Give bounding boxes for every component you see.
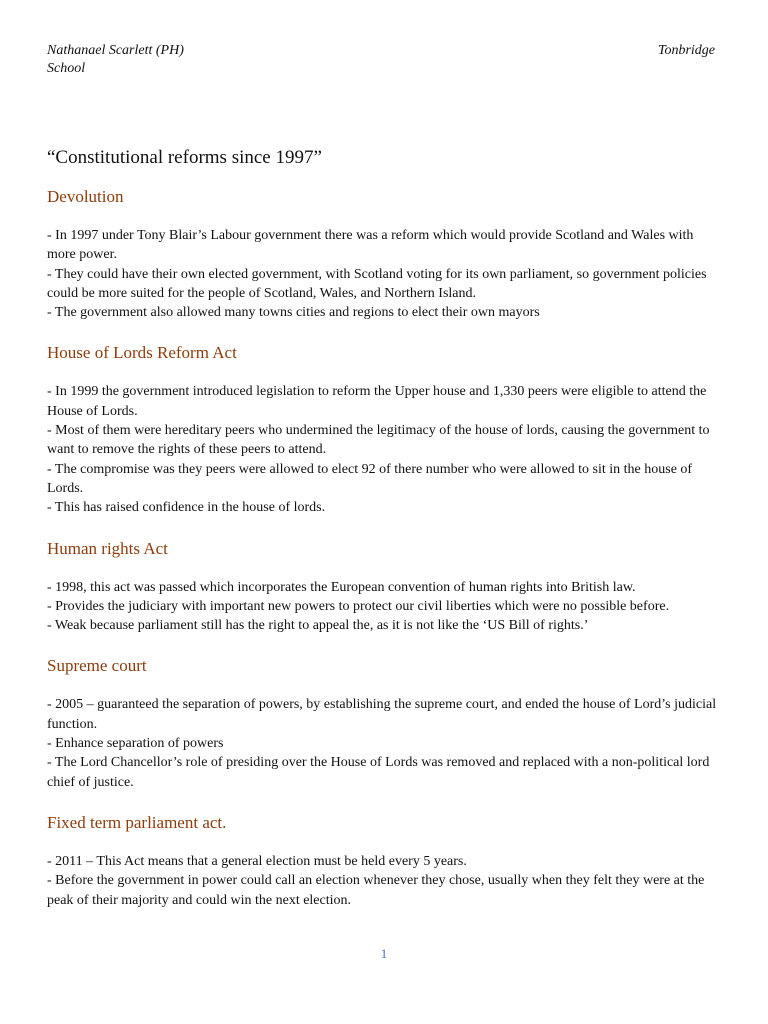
section-house-of-lords-reform — [47, 342, 719, 517]
school-name-line1: Tonbridge — [657, 43, 715, 58]
paragraph: - Provides the judiciary with important new powers to protect our civil liberties which were no possible before. — [47, 598, 670, 614]
paragraph: - They could have their own elected government, with Scotland voting for its own parliament, so government policies could be more suited for the people of Scotland, Wales, and Northern Island. — [47, 266, 707, 301]
paragraph: - 1998, this act was passed which incorporates the European convention of human rights into British law. — [47, 579, 636, 595]
section-heading: Devolution — [47, 187, 124, 206]
paragraph: - The Lord Chancellor’s role of presiding over the House of Lords was removed and replaced with a non-political lord chief of justice. — [47, 755, 710, 790]
paragraph: - The government also allowed many towns cities and regions to elect their own mayors — [47, 305, 540, 321]
paragraph: - Enhance separation of powers — [47, 736, 224, 752]
section-human-rights-act — [47, 538, 719, 636]
paragraph: - In 1999 the government introduced legislation to reform the Upper house and 1,330 peers were eligible to attend the House of Lords. — [47, 384, 707, 419]
section-fixed-term-parliament-act — [47, 812, 719, 910]
school-name-line2: School — [47, 61, 86, 76]
document-title: “Constitutional reforms since 1997” — [47, 147, 322, 168]
section-heading: Supreme court — [47, 656, 147, 676]
paragraph: - Weak because parliament still has the right to appeal the, as it is not like the ‘US Bill of rights.’ — [47, 618, 589, 634]
paragraph: - 2011 – This Act means that a general election must be held every 5 years. — [47, 853, 467, 869]
paragraph: - Most of them were hereditary peers who undermined the legitimacy of the house of lords, causing the government to want to remove the rights of these peers to attend. — [47, 423, 710, 458]
paragraph: - The compromise was they peers were allowed to elect 92 of there number who were allowed to sit in the house of Lords. — [47, 461, 693, 496]
page-number: 1 — [380, 946, 388, 961]
paragraph: - In 1997 under Tony Blair’s Labour government there was a reform which would provide Scotland and Wales with more power. — [47, 228, 694, 263]
paragraph: - This has raised confidence in the house of lords. — [47, 500, 326, 516]
section-devolution — [47, 186, 719, 322]
section-heading: Human rights Act — [47, 538, 168, 558]
paragraph: - 2005 – guaranteed the separation of powers, by establishing the supreme court, and ended the house of Lord’s judicial function. — [47, 697, 717, 732]
section-supreme-court — [47, 655, 719, 791]
section-heading: House of Lords Reform Act — [47, 343, 237, 363]
section-heading: Fixed term parliament act. — [47, 812, 227, 832]
document-body — [47, 186, 719, 930]
paragraph: - Before the government in power could call an election whenever they chose, usually when they felt they were at the peak of their majority and could win the next election. — [47, 873, 705, 908]
author-name: Nathanael Scarlett (PH) — [47, 43, 184, 58]
